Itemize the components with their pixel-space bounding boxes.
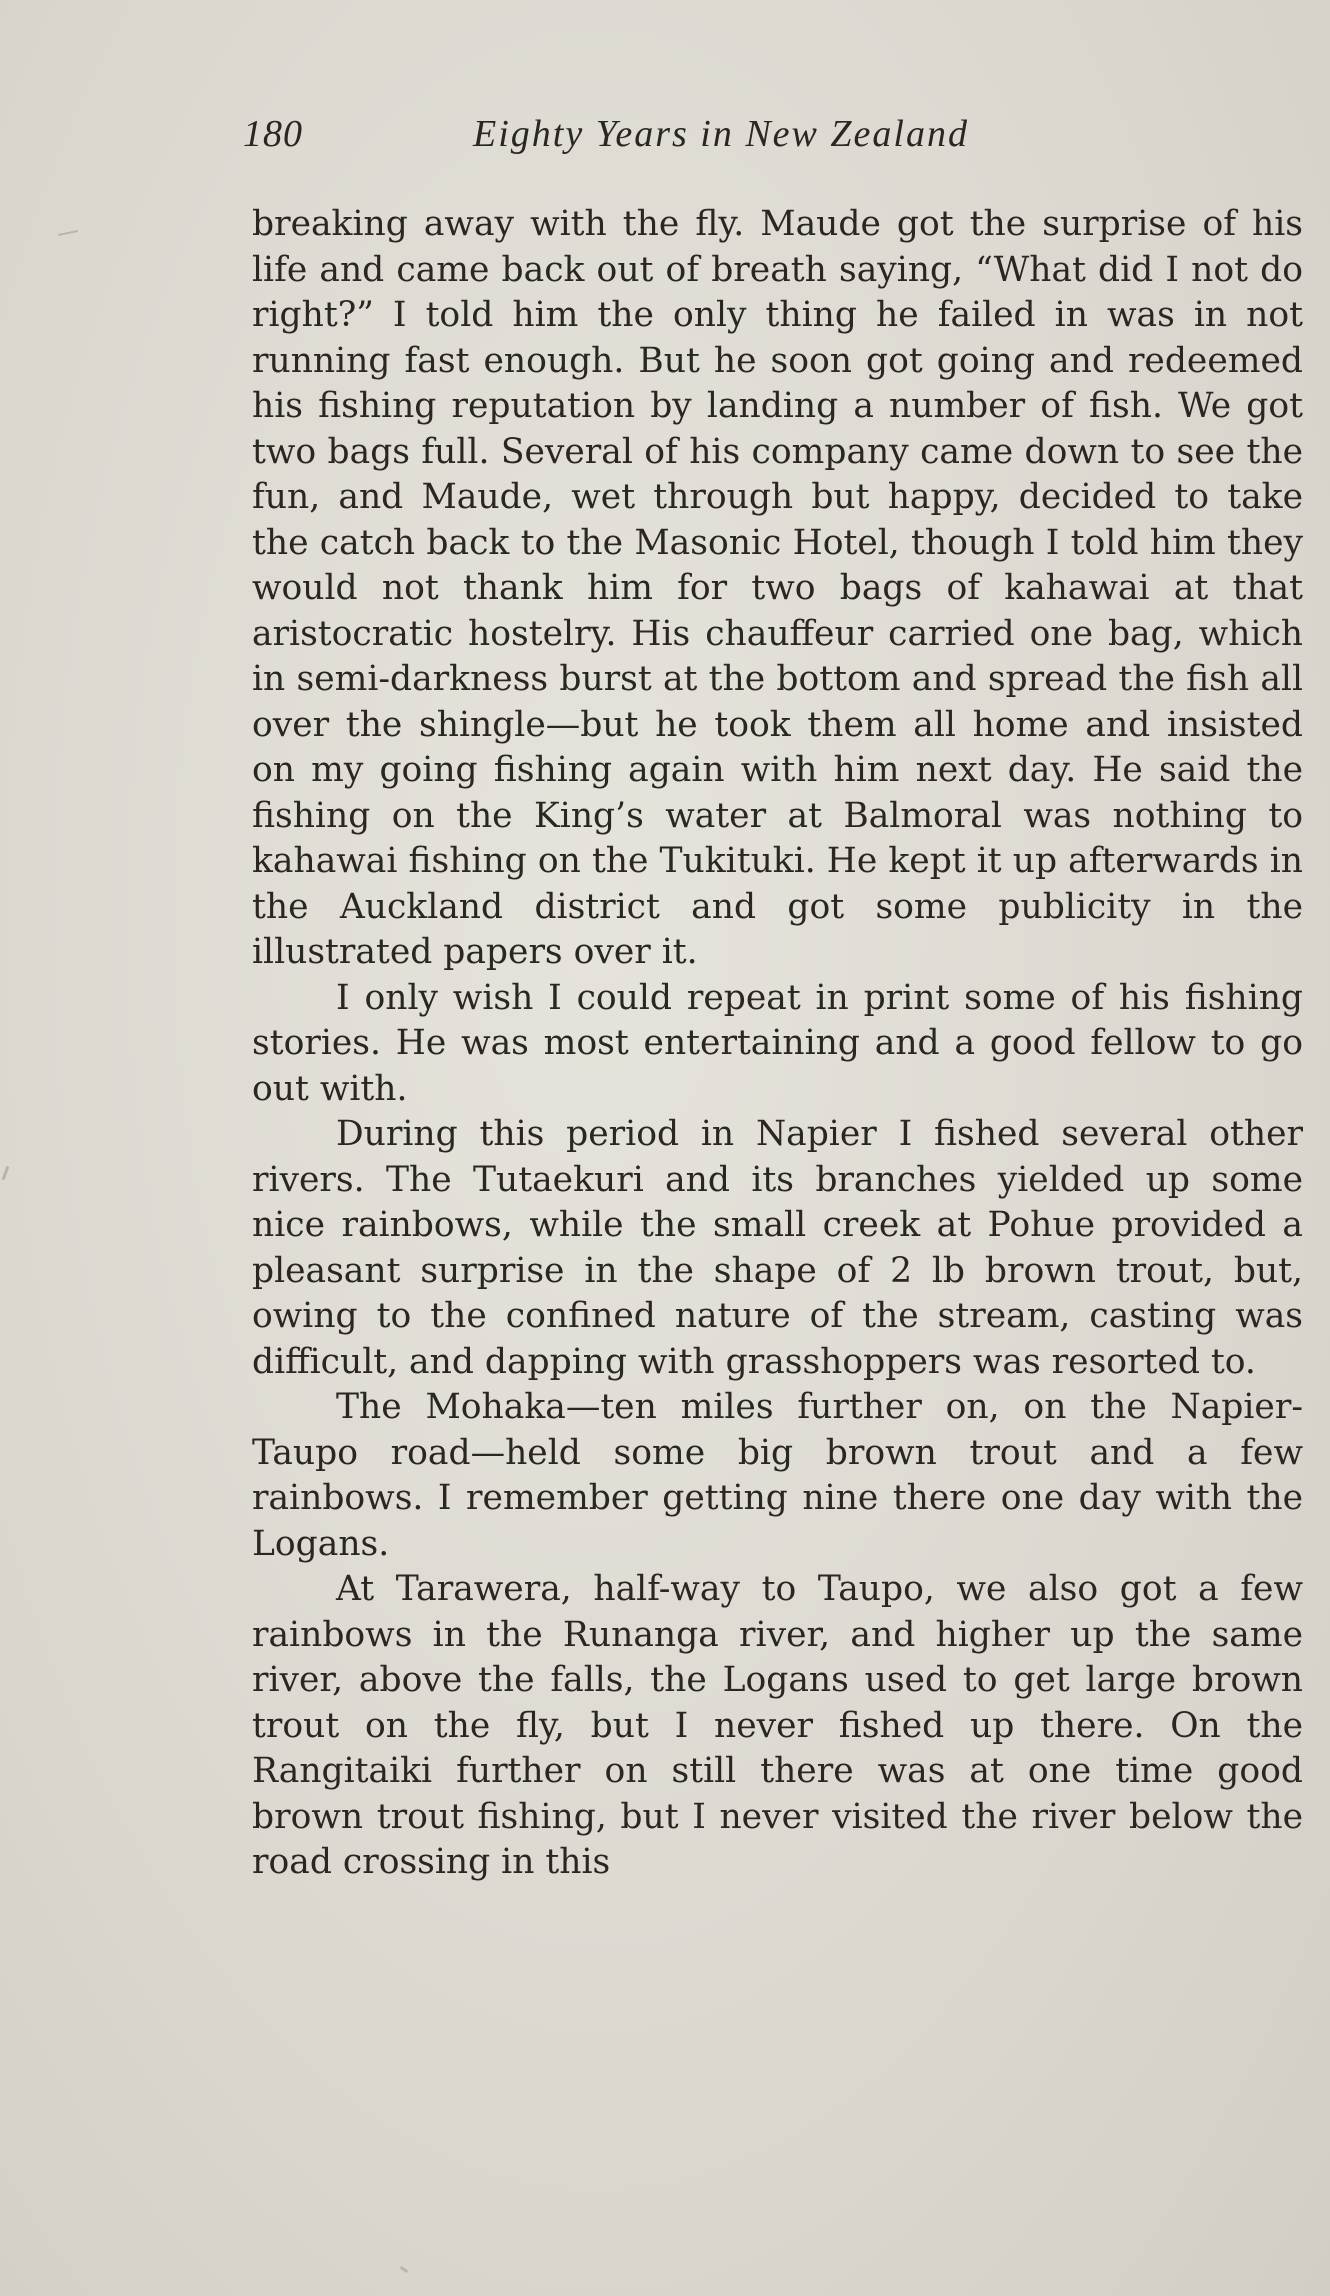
running-title: Eighty Years in New Zealand xyxy=(473,113,969,155)
paragraph: I only wish I could repeat in print some of his fishing stories. He was most entertaining and a good fellow to go out with. xyxy=(252,977,1303,1109)
page-number: 180 xyxy=(243,113,303,155)
margin-speck xyxy=(400,2266,408,2273)
page-header xyxy=(243,112,1303,162)
paragraph: During this period in Napier I fished several other rivers. The Tutaekuri and its branches yielded up some nice rainbows, while the small creek at Pohue provided a pleasant surprise in the shape of 2 lb brown trout, but, owing to the confined nature of the stream, casting was difficult, and dapping with grasshoppers was resorted to. xyxy=(252,1114,1303,1382)
paragraph: At Tarawera, half-way to Taupo, we also got a few rainbows in the Runanga river, and higher up the same river, above the falls, the Logans used to get large brown trout on the fly, but I never fished up there. On the Rangitaiki further on still there was at one time good brown trout fishing, but I never visited the river below the road crossing in this xyxy=(252,1569,1303,1882)
body-text xyxy=(252,202,1303,1886)
paragraph: The Mohaka—ten miles further on, on the Napier-Taupo road—held some big brown trout and a few rainbows. I remember getting nine there one day with the Logans. xyxy=(252,1387,1303,1564)
margin-speck xyxy=(58,230,78,236)
margin-speck xyxy=(2,1166,10,1180)
paragraph-continued: breaking away with the fly. Maude got the surprise of his life and came back out of breath saying, “What did I not do right?” I told him the only thing he failed in was in not running fast enough. But he soon got going and redeemed his fishing reputation by landing a number of fish. We got two bags full. Several of his company came down to see the fun, and Maude, wet through but happy, decided to take the catch back to the Masonic Hotel, though I told him they would not thank him for two bags of kahawai at that aristocratic hostelry. His chauffeur carried one bag, which in semi-darkness burst at the bottom and spread the fish all over the shingle—but he took them all home and insisted on my going fishing again with him next day. He said the fishing on the King’s water at Balmoral was nothing to kahawai fishing on the Tukituki. He kept it up afterwards in the Auckland district and got some publicity in the illustrated papers over it. xyxy=(252,204,1303,972)
